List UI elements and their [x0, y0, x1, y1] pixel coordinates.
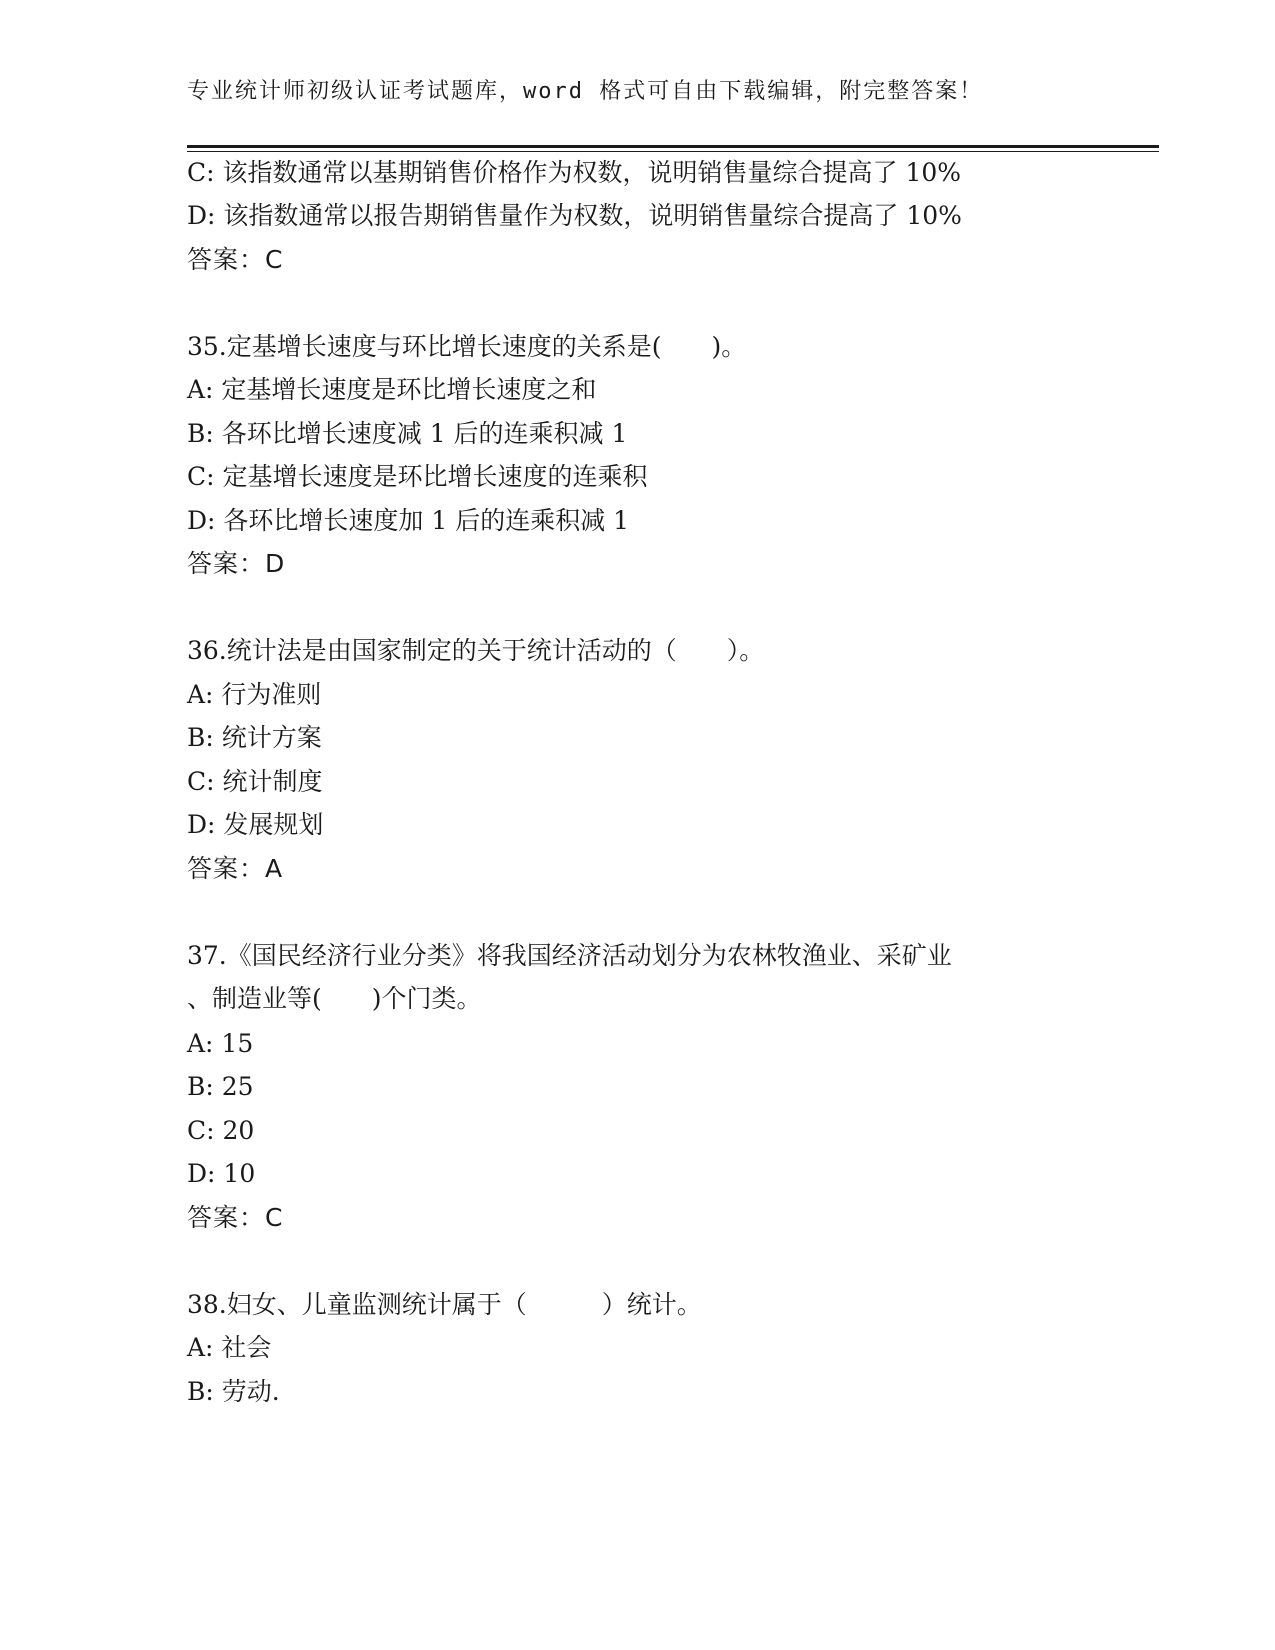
q37-option-d: D: 10 — [187, 1159, 256, 1188]
q35-option-b: B: 各环比增长速度减 1 后的连乘积减 1 — [187, 419, 628, 448]
q35-answer: 答案：D — [187, 549, 286, 578]
header-rule-thick — [187, 145, 1159, 148]
q35-option-d: D: 各环比增长速度加 1 后的连乘积减 1 — [187, 506, 630, 535]
q37-answer: 答案：C — [187, 1203, 284, 1232]
q37-question-line1: 37.《国民经济行业分类》将我国经济活动划分为农林牧渔业、采矿业 — [187, 941, 952, 970]
q36-answer: 答案：A — [187, 854, 284, 883]
q35-option-a: A: 定基增长速度是环比增长速度之和 — [187, 375, 597, 404]
q34-option-c: C: 该指数通常以基期销售价格作为权数，说明销售量综合提高了 10% — [187, 158, 962, 187]
q36-option-d: D: 发展规划 — [187, 810, 324, 839]
page-header: 专业统计师初级认证考试题库，word 格式可自由下载编辑，附完整答案！ — [187, 79, 984, 104]
q36-option-c: C: 统计制度 — [187, 767, 323, 796]
q37-option-c: C: 20 — [187, 1116, 255, 1145]
header-rule-thin — [187, 151, 1159, 152]
q38-option-b: B: 劳动. — [187, 1377, 280, 1406]
q35-option-c: C: 定基增长速度是环比增长速度的连乘积 — [187, 462, 648, 491]
q38-question: 38.妇女、儿童监测统计属于（ ）统计。 — [187, 1290, 702, 1319]
q36-option-b: B: 统计方案 — [187, 723, 322, 752]
q36-question: 36.统计法是由国家制定的关于统计活动的（ ）。 — [187, 636, 765, 665]
q34-option-d: D: 该指数通常以报告期销售量作为权数，说明销售量综合提高了 10% — [187, 201, 962, 230]
q38-option-a: A: 社会 — [187, 1333, 272, 1362]
q34-answer: 答案：C — [187, 245, 284, 274]
q36-option-a: A: 行为准则 — [187, 680, 322, 709]
q37-option-a: A: 15 — [187, 1029, 254, 1058]
q37-question-line2: 、制造业等( )个门类。 — [187, 984, 482, 1013]
q35-question: 35.定基增长速度与环比增长速度的关系是( )。 — [187, 332, 747, 361]
q37-option-b: B: 25 — [187, 1072, 254, 1101]
